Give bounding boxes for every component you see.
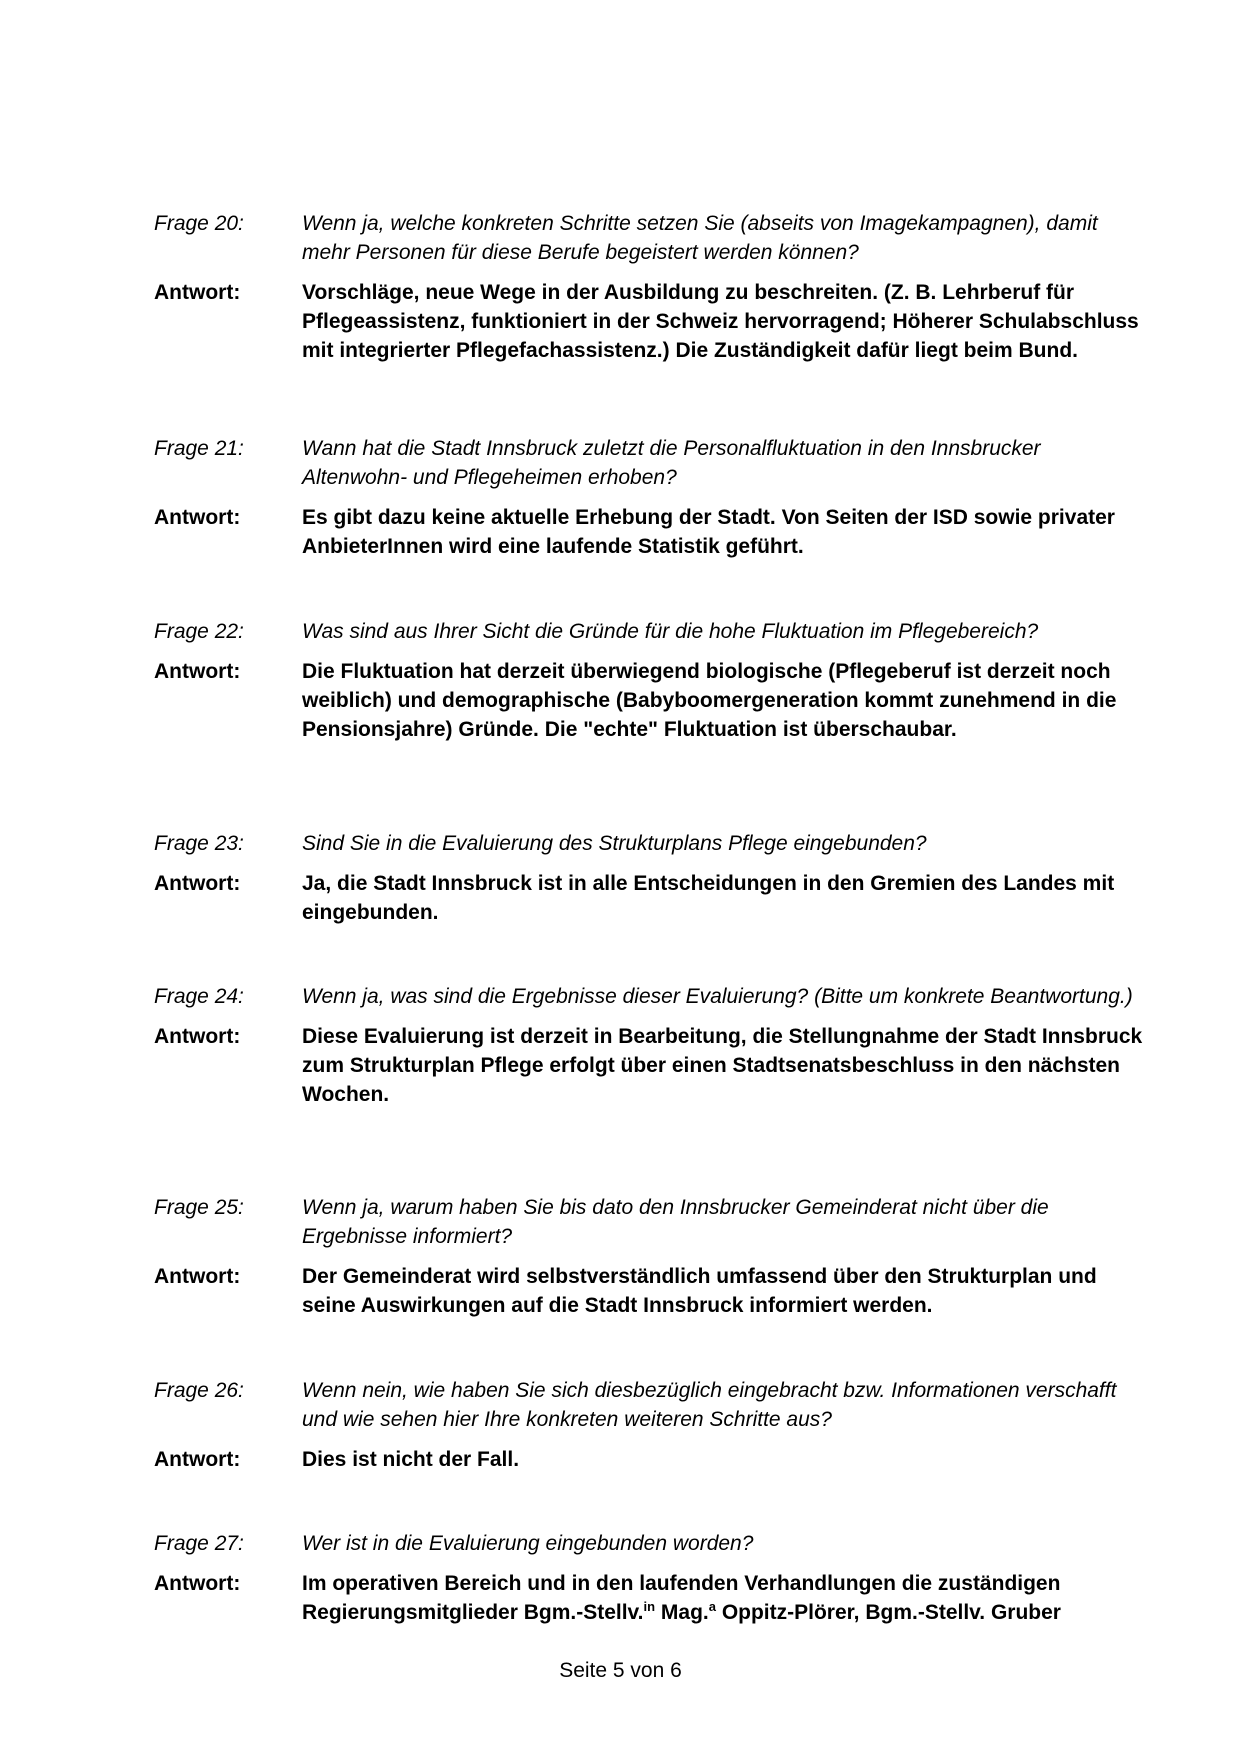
- answer: [154, 1262, 1144, 1320]
- answer-text: Es gibt dazu keine aktuelle Erhebung der Stadt. Von Seiten der ISD sowie privater AnbieterInnen wird eine laufende Statistik geführt.: [302, 506, 1115, 558]
- question-text: Wenn ja, warum haben Sie bis dato den Innsbrucker Gemeinderat nicht über die Ergebnisse informiert?: [302, 1196, 1049, 1248]
- qa-block-25: [154, 1193, 1144, 1320]
- answer-label: Antwort:: [154, 506, 241, 529]
- answer-text: Vorschläge, neue Wege in der Ausbildung zu beschreiten. (Z. B. Lehrberuf für Pflegeassistenz, funktioniert in der Schweiz hervorragend; Höherer Schulabschluss mit integrierter Pflegefachassistenz.) Die Zuständigkeit dafür liegt beim Bund.: [302, 281, 1139, 362]
- answer-text: Der Gemeinderat wird selbstverständlich umfassend über den Strukturplan und seine Auswirkungen auf die Stadt Innsbruck informiert werden.: [302, 1265, 1097, 1317]
- answer-text-part: Oppitz-Plörer, Bgm.-Stellv. Gruber: [715, 1601, 1061, 1624]
- qa-block-21: [154, 434, 1144, 561]
- question-label: Frage 22:: [154, 620, 244, 643]
- question: [154, 617, 1144, 646]
- question-label: Frage 20:: [154, 212, 244, 235]
- question-label: Frage 27:: [154, 1532, 244, 1555]
- answer: [154, 1022, 1144, 1109]
- answer: [154, 1569, 1144, 1627]
- answer: [154, 503, 1144, 561]
- answer-label: Antwort:: [154, 1448, 241, 1471]
- question-text: Sind Sie in die Evaluierung des Strukturplans Pflege eingebunden?: [302, 832, 927, 855]
- question-label: Frage 26:: [154, 1379, 244, 1402]
- qa-block-22: [154, 617, 1144, 744]
- answer-text: Dies ist nicht der Fall.: [302, 1448, 520, 1471]
- qa-block-24: [154, 982, 1144, 1109]
- answer-label: Antwort:: [154, 281, 241, 304]
- question-label: Frage 24:: [154, 985, 244, 1008]
- page-footer: Seite 5 von 6: [559, 1659, 682, 1682]
- answer: [154, 657, 1144, 744]
- question-label: Frage 21:: [154, 437, 244, 460]
- question-text: Wenn nein, wie haben Sie sich diesbezüglich eingebracht bzw. Informationen verschafft und wie sehen hier Ihre konkreten weiteren Schritte aus?: [302, 1379, 1117, 1431]
- answer-label: Antwort:: [154, 1572, 241, 1595]
- qa-block-27: [154, 1529, 1144, 1627]
- question-text: Was sind aus Ihrer Sicht die Gründe für die hohe Fluktuation im Pflegebereich?: [302, 620, 1039, 643]
- question-label: Frage 23:: [154, 832, 244, 855]
- answer-text: Ja, die Stadt Innsbruck ist in alle Entscheidungen in den Gremien des Landes mit eingebunden.: [302, 872, 1115, 924]
- question: [154, 1376, 1144, 1434]
- question: [154, 434, 1144, 492]
- answer: [154, 1445, 1144, 1474]
- question-text: Wenn ja, was sind die Ergebnisse dieser Evaluierung? (Bitte um konkrete Beantwortung.): [302, 985, 1133, 1008]
- question: [154, 829, 1144, 858]
- question: [154, 209, 1144, 267]
- question: [154, 1529, 1144, 1558]
- answer-text: Diese Evaluierung ist derzeit in Bearbeitung, die Stellungnahme der Stadt Innsbruck zum Strukturplan Pflege erfolgt über einen Stadtsenatsbeschluss in den nächsten Wochen.: [302, 1025, 1143, 1106]
- question: [154, 1193, 1144, 1251]
- answer-label: Antwort:: [154, 1025, 241, 1048]
- question-text: Wann hat die Stadt Innsbruck zuletzt die Personalfluktuation in den Innsbrucker Altenwohn- und Pflegeheimen erhoben?: [302, 437, 1041, 489]
- answer-text-part: Im operativen Bereich und in den laufenden Verhandlungen die zuständigen Regierungsmitglieder Bgm.-Stellv.: [302, 1572, 1061, 1624]
- answer-text: [302, 1569, 1144, 1627]
- answer: [154, 869, 1144, 927]
- qa-block-23: [154, 829, 1144, 927]
- question-text: Wer ist in die Evaluierung eingebunden worden?: [302, 1532, 754, 1555]
- question: [154, 982, 1144, 1011]
- answer: [154, 278, 1144, 365]
- question-text: Wenn ja, welche konkreten Schritte setzen Sie (abseits von Imagekampagnen), damit mehr Personen für diese Berufe begeistert werden können?: [302, 212, 1098, 264]
- answer-label: Antwort:: [154, 1265, 241, 1288]
- question-label: Frage 25:: [154, 1196, 244, 1219]
- superscript: in: [643, 1599, 656, 1614]
- qa-block-26: [154, 1376, 1144, 1474]
- qa-block-20: [154, 209, 1144, 365]
- answer-text: Die Fluktuation hat derzeit überwiegend biologische (Pflegeberuf ist derzeit noch weiblich) und demographische (Babyboomergeneration kommt zunehmend in die Pensionsjahre) Gründe. Die "echte" Fluktuation ist überschaubar.: [302, 660, 1117, 741]
- answer-text-part: Mag.: [655, 1601, 709, 1624]
- superscript: a: [708, 1599, 716, 1614]
- answer-label: Antwort:: [154, 660, 241, 683]
- answer-label: Antwort:: [154, 872, 241, 895]
